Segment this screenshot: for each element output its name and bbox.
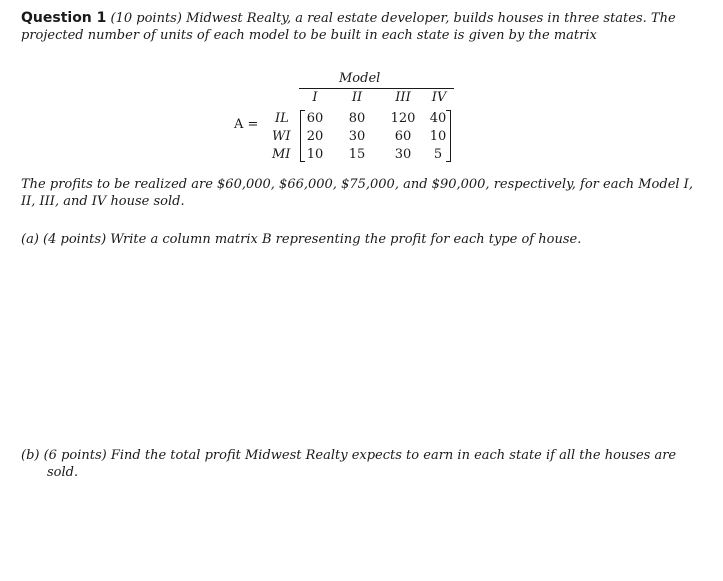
question-intro: [21, 10, 711, 44]
matrix-col-header: I: [312, 90, 318, 105]
matrix-cell: 60: [306, 111, 324, 126]
profits-line-2: II, III, and IV house sold.: [21, 194, 185, 209]
part-b-question: [21, 447, 711, 481]
matrix-col-header: IV: [431, 90, 447, 105]
part-a-question: (a) (4 points) Write a column matrix B representing the profit for each type of house.: [21, 232, 582, 247]
matrix-cell: 10: [306, 147, 324, 162]
matrix-col-header: II: [351, 90, 363, 105]
profits-paragraph: [21, 176, 711, 210]
matrix-name: A =: [234, 117, 259, 132]
question-title: Question 1: [21, 10, 107, 26]
matrix-col-header: III: [395, 90, 411, 105]
matrix-cell: 60: [394, 129, 412, 144]
matrix-cell: 15: [348, 147, 366, 162]
question-points: (10 points): [110, 11, 182, 26]
matrix-cell: 120: [390, 111, 416, 126]
intro-line-1: [21, 10, 711, 27]
intro-line-2: projected number of units of each model to be built in each state is given by the matrix: [21, 28, 597, 43]
question-intro-text-1: Midwest Realty, a real estate developer, builds houses in three states. The: [186, 11, 676, 26]
profits-line-1: The profits to be realized are $60,000, $66,000, $75,000, and $90,000, respectively, for each Model I,: [21, 177, 693, 192]
matrix-cell: 30: [394, 147, 412, 162]
matrix-cell: 5: [433, 147, 443, 162]
matrix-row-label: WI: [272, 129, 291, 144]
matrix-cell: 10: [429, 129, 447, 144]
matrix-row-label: IL: [275, 111, 289, 126]
part-b-line-1: (b) (6 points) Find the total profit Midwest Realty expects to earn in each state if all the houses are: [21, 448, 677, 463]
matrix-cell: 80: [348, 111, 366, 126]
matrix-cell: 30: [348, 129, 366, 144]
matrix-cell: 40: [429, 111, 447, 126]
matrix-cell: 20: [306, 129, 324, 144]
matrix-group-header: Model: [339, 71, 381, 86]
matrix-row-label: MI: [272, 147, 291, 162]
part-b-line-2: sold.: [47, 465, 79, 480]
